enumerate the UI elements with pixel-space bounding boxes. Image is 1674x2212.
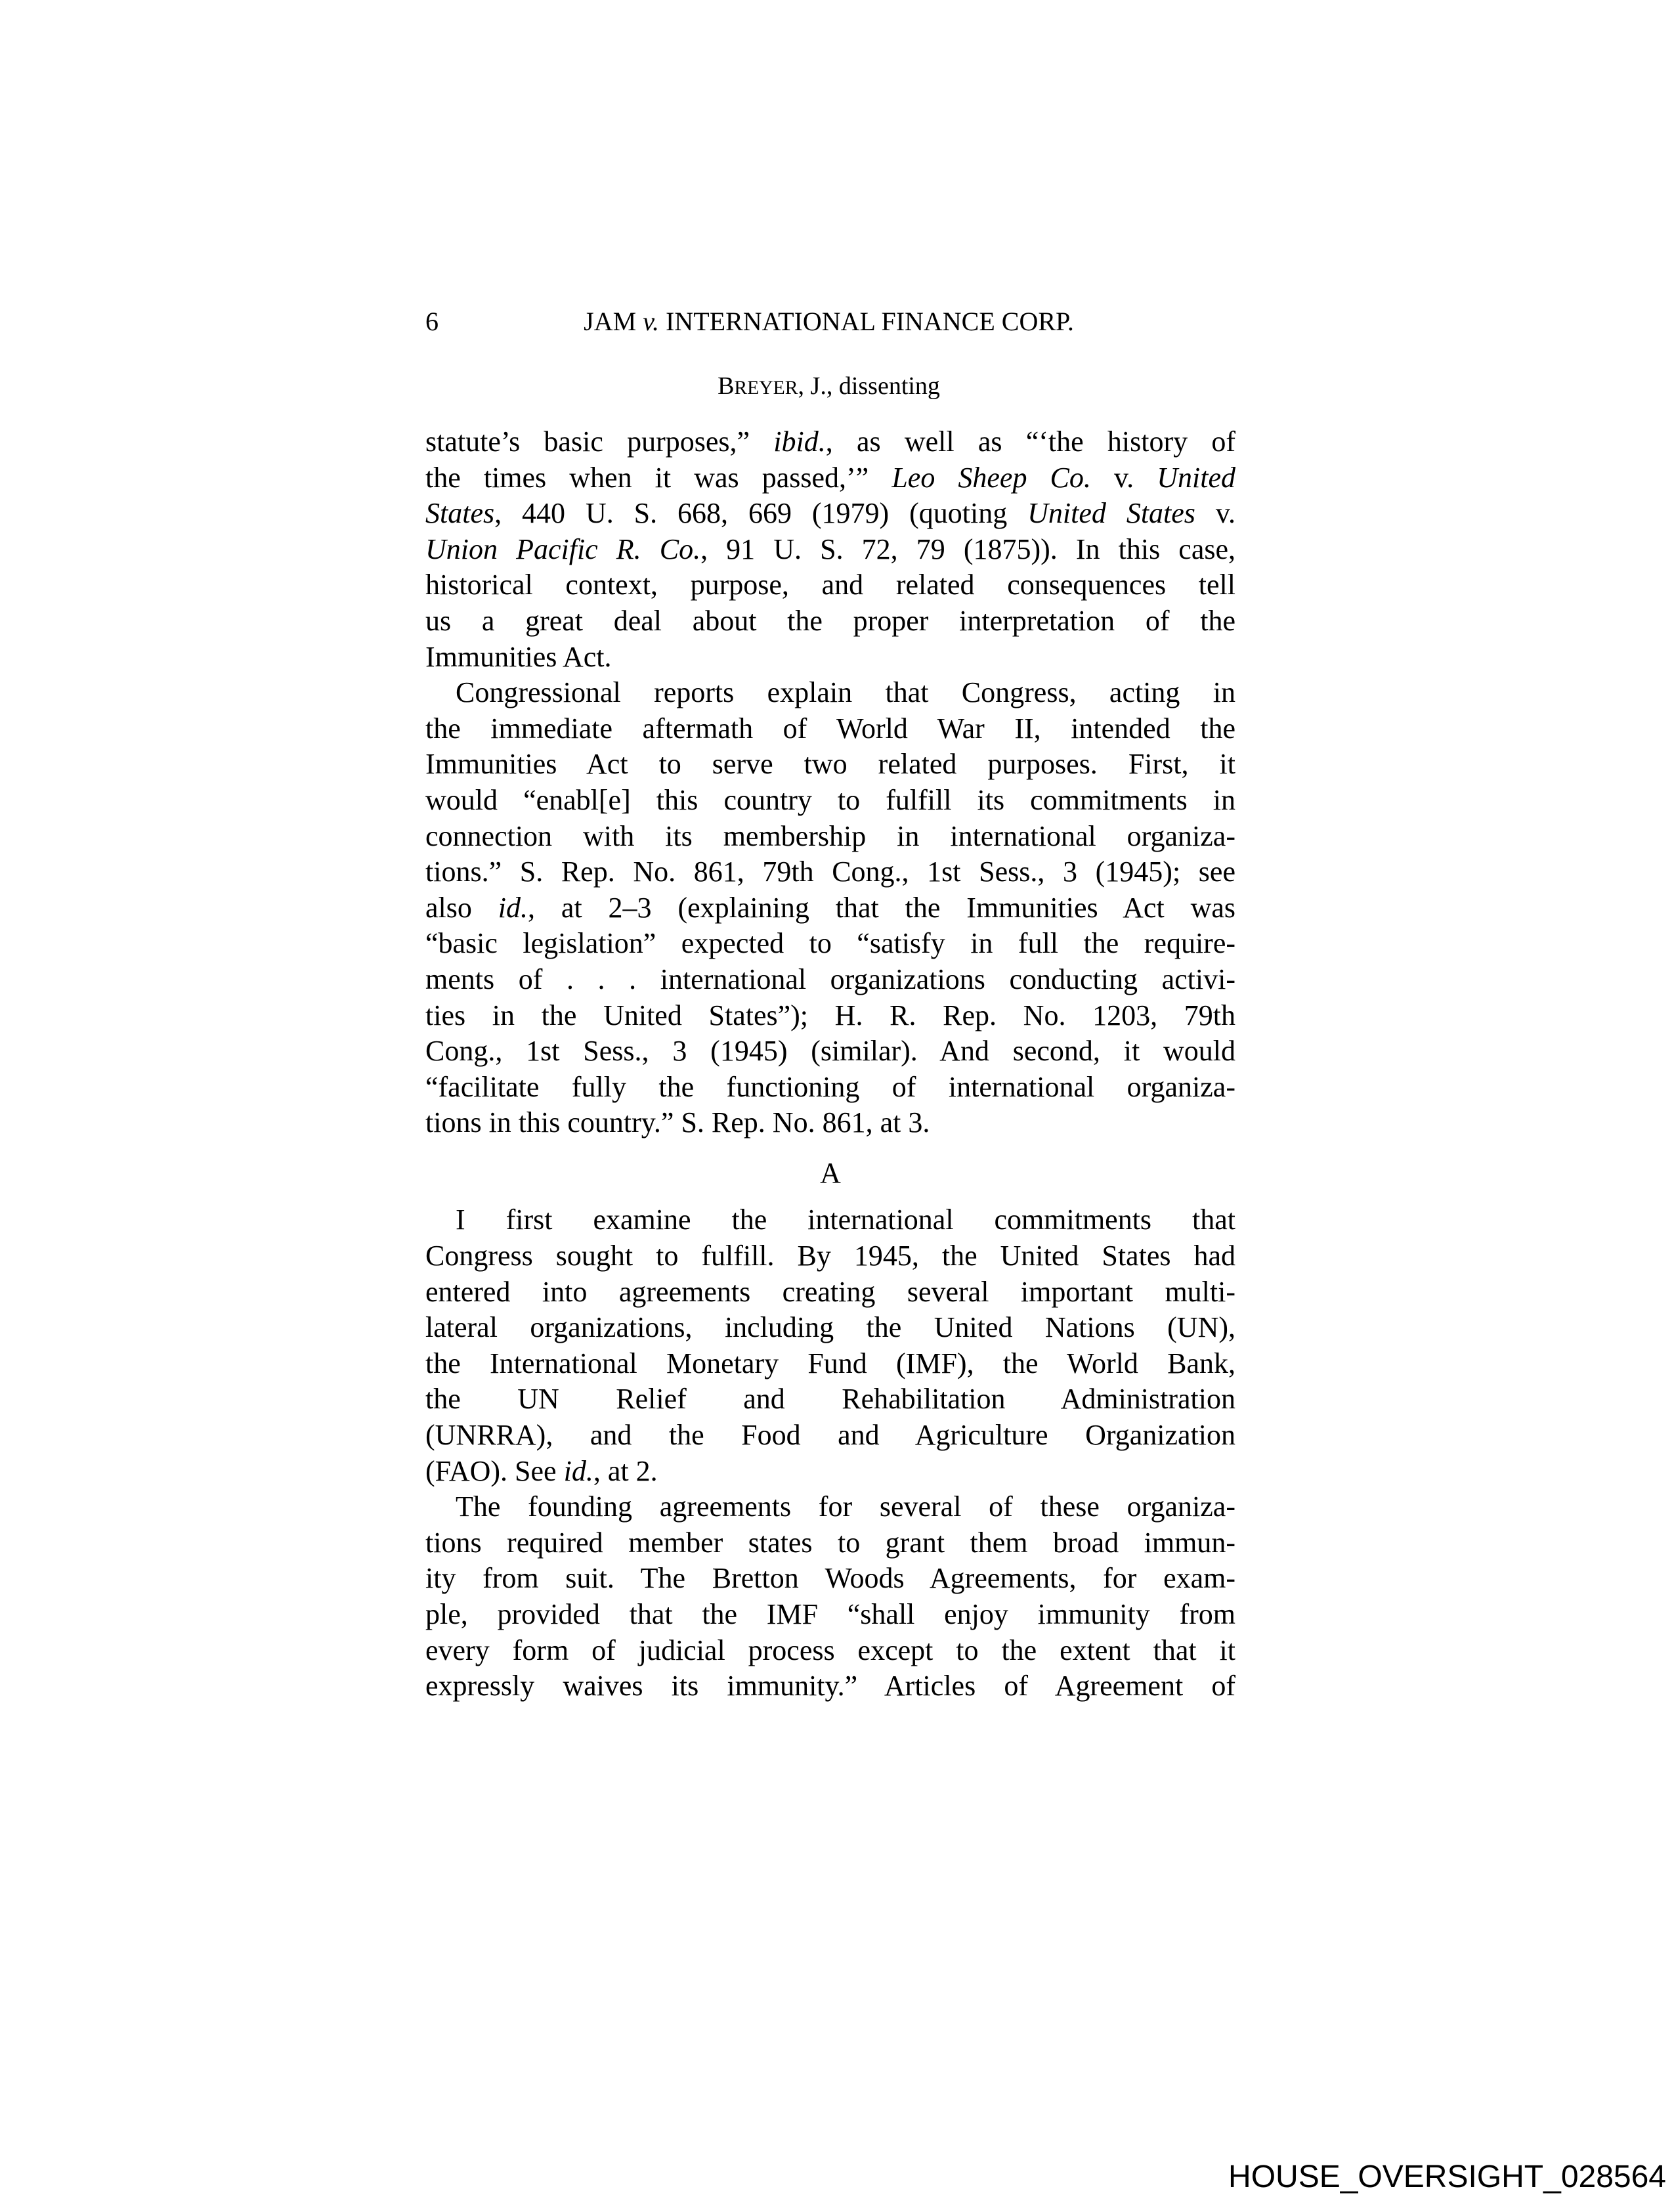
bates-stamp: HOUSE_OVERSIGHT_028564 [1228, 2159, 1666, 2194]
text-line [425, 1525, 1235, 1561]
text-run: “facilitate fully the functioning of international organiza- [425, 1070, 1235, 1103]
text-run: every form of judicial process except to the extent that it [425, 1634, 1235, 1666]
opinion-type: , J., dissenting [798, 372, 940, 400]
italic-citation: Leo Sheep Co. [891, 461, 1091, 494]
text-line [425, 926, 1235, 962]
text-run: , at 2–3 (explaining that the Immunities Act was [528, 891, 1235, 924]
text-run: v. [1090, 461, 1157, 494]
text-line [425, 1310, 1235, 1346]
text-run: would “enabl[e] this country to fulfill its commitments in [425, 783, 1235, 816]
text-line [425, 640, 1235, 676]
text-line [425, 1070, 1235, 1106]
text-run: tions in this country.” S. Rep. No. 861, at 3. [425, 1106, 930, 1139]
text-run: the times when it was passed,’” [425, 461, 892, 494]
text-run: tions.” S. Rep. No. 861, 79th Cong., 1st Sess., 3 (1945); see [425, 856, 1235, 888]
opinion-body [425, 424, 1235, 1704]
italic-citation: ibid. [773, 425, 826, 458]
justice-name-initial: B [718, 372, 735, 400]
italic-citation: id. [563, 1454, 593, 1487]
text-run: The founding agreements for several of these organiza- [456, 1490, 1235, 1523]
text-line [425, 1597, 1235, 1633]
text-line [425, 1238, 1235, 1274]
text-line [425, 1489, 1235, 1525]
text-run: Immunities Act. [425, 640, 612, 673]
text-run: Cong., 1st Sess., 3 (1945) (similar). And second, it would [425, 1035, 1235, 1068]
text-line [425, 854, 1235, 890]
text-line [425, 1418, 1235, 1454]
paragraph [425, 675, 1235, 1141]
text-line [425, 783, 1235, 819]
text-run: Congress sought to fulfill. By 1945, the United States had [425, 1240, 1235, 1272]
text-line [425, 890, 1235, 926]
case-title-party: JAM [584, 307, 643, 336]
text-run: historical context, purpose, and related consequences tell [425, 569, 1235, 601]
text-run: tions required member states to grant them broad immun- [425, 1526, 1235, 1559]
text-run: ties in the United States”); H. R. Rep. No. 1203, 79th [425, 999, 1235, 1031]
case-title-respondent: INTERNATIONAL FINANCE CORP. [658, 307, 1074, 336]
italic-citation: United [1157, 461, 1235, 494]
text-run: v. [1195, 497, 1235, 530]
text-run: (UNRRA), and the Food and Agriculture Organization [425, 1419, 1235, 1452]
paragraph [425, 1489, 1235, 1704]
paragraph [425, 424, 1235, 675]
italic-citation: United States [1027, 497, 1195, 530]
text-line [425, 1454, 1235, 1490]
text-run: , 440 U. S. 668, 669 (1979) (quoting [494, 497, 1028, 530]
section-heading: A [820, 1156, 841, 1189]
justice-name-small-caps: REYER [734, 378, 798, 399]
text-run: Immunities Act to serve two related purposes. First, it [425, 748, 1235, 781]
text-run: the UN Relief and Rehabilitation Administration [425, 1383, 1235, 1416]
text-run: , 91 U. S. 72, 79 (1875)). In this case, [700, 532, 1235, 565]
text-line [425, 998, 1235, 1034]
text-run: ple, provided that the IMF “shall enjoy immunity from [425, 1598, 1235, 1630]
text-line [425, 567, 1235, 603]
text-run: the International Monetary Fund (IMF), the World Bank, [425, 1347, 1235, 1379]
case-title-versus: v. [643, 307, 659, 336]
text-line [425, 603, 1235, 640]
text-line [425, 711, 1235, 747]
text-run: , as well as “‘the history of [825, 425, 1235, 458]
text-run: , at 2. [593, 1454, 658, 1487]
text-run: “basic legislation” expected to “satisfy in full the require- [425, 927, 1235, 960]
text-line [425, 532, 1235, 568]
text-run: us a great deal about the proper interpretation of the [425, 604, 1235, 637]
text-line [425, 1381, 1235, 1418]
text-line [425, 1033, 1235, 1070]
italic-citation: id. [498, 891, 528, 924]
text-line [425, 1346, 1235, 1382]
text-line [425, 1105, 1235, 1141]
text-run: statute’s basic purposes,” [425, 425, 774, 458]
opinion-label [423, 372, 1234, 401]
italic-citation: States [425, 497, 495, 530]
text-run: ments of . . . international organizations conducting activi- [425, 963, 1235, 995]
text-line [425, 1202, 1235, 1238]
italic-citation: Union Pacific R. Co. [425, 532, 701, 565]
text-run: connection with its membership in international organiza- [425, 819, 1235, 852]
text-line [425, 819, 1235, 855]
text-line [425, 424, 1235, 460]
text-run: expressly waives its immunity.” Articles of Agreement of [425, 1670, 1235, 1702]
running-head-case-title [423, 306, 1234, 337]
text-line [425, 1633, 1235, 1669]
text-line [425, 460, 1235, 496]
text-run: the immediate aftermath of World War II, intended the [425, 712, 1235, 745]
page-number: 6 [425, 307, 439, 336]
text-run: entered into agreements creating several important multi- [425, 1275, 1235, 1308]
text-run: also [425, 891, 498, 924]
text-run: Congressional reports explain that Congress, acting in [456, 676, 1235, 709]
text-line [425, 1274, 1235, 1311]
text-run: lateral organizations, including the United Nations (UN), [425, 1311, 1235, 1344]
text-run: (FAO). See [425, 1454, 564, 1487]
text-line [425, 1561, 1235, 1597]
text-line [425, 962, 1235, 998]
text-run: I first examine the international commitments that [456, 1204, 1235, 1236]
text-line [425, 747, 1235, 783]
text-line [425, 496, 1235, 532]
text-line [425, 1668, 1235, 1704]
paragraph [425, 1202, 1235, 1489]
text-run: ity from suit. The Bretton Woods Agreements, for exam- [425, 1562, 1235, 1595]
text-line [425, 675, 1235, 711]
